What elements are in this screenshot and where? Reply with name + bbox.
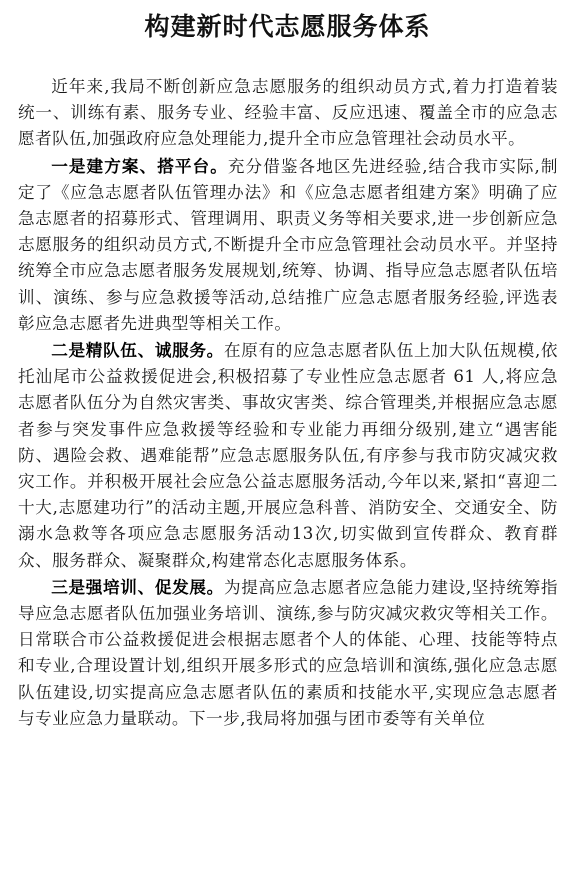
paragraph-section-3	[18, 574, 558, 732]
paragraph-text: 近年来,我局不断创新应急志愿服务的组织动员方式,着力打造着装统一、训练有素、服务专业、经验丰富、反应迅速、覆盖全市的应急志愿者队伍,加强政府应急处理能力,提升全市应急管理社会动员水平。	[18, 77, 558, 149]
paragraph-section-2	[18, 337, 558, 574]
paragraph-section-1	[18, 153, 558, 337]
paragraph-text: 为提高应急志愿者应急能力建设,坚持统筹指导应急志愿者队伍加强业务培训、演练,参与防灾减灾救灾等相关工作。日常联合市公益救援促进会根据志愿者个人的体能、心理、技能等特点和专业,合理设置计划,组织开展多形式的应急培训和演练,强化应急志愿队伍建设,切实提高应急志愿者队伍的素质和技能水平,实现应急志愿者与专业应急力量联动。下一步,我局将加强与团市委等有关单位	[18, 577, 559, 728]
section-heading: 二是精队伍、诚服务。	[51, 340, 224, 361]
paragraph-intro	[18, 74, 558, 153]
article-body	[18, 74, 558, 732]
section-heading: 一是建方案、搭平台。	[51, 155, 228, 176]
article-title: 构建新时代志愿服务体系	[144, 12, 431, 41]
paragraph-text: 充分借鉴各地区先进经验,结合我市实际,制定了《应急志愿者队伍管理办法》和《应急志愿者组建方案》明确了应急志愿者的招募形式、管理调用、职责义务等相关要求,进一步创新应急志愿服务的组织动员方式,不断提升全市应急管理社会动员水平。并坚持统筹全市应急志愿者服务发展规划,统筹、协调、指导应急志愿者队伍培训、演练、参与应急救援等活动,总结推广应急志愿者服务经验,评选表彰应急志愿者先进典型等相关工作。	[18, 156, 558, 333]
paragraph-text: 在原有的应急志愿者队伍上加大队伍规模,依托汕尾市公益救援促进会,积极招募了专业性应急志愿者 61 人,将应急志愿者队伍分为自然灾害类、事故灾害类、综合管理类,并根据应急志愿者参与突发事件应急救援等经验和专业能力再细分级别,建立“遇害能防、遇险会救、遇难能帮”应急志愿服务队伍,有序参与我市防灾减灾救灾工作。并积极开展社会应急公益志愿服务活动,今年以来,紧扣“喜迎二十大,志愿建功行”的活动主题,开展应急科普、消防安全、交通安全、防溺水急救等各项应急志愿服务活动13次,切实做到宣传群众、教育群众、服务群众、凝聚群众,构建常态化志愿服务体系。	[18, 341, 559, 570]
section-heading: 三是强培训、促发展。	[51, 576, 224, 597]
